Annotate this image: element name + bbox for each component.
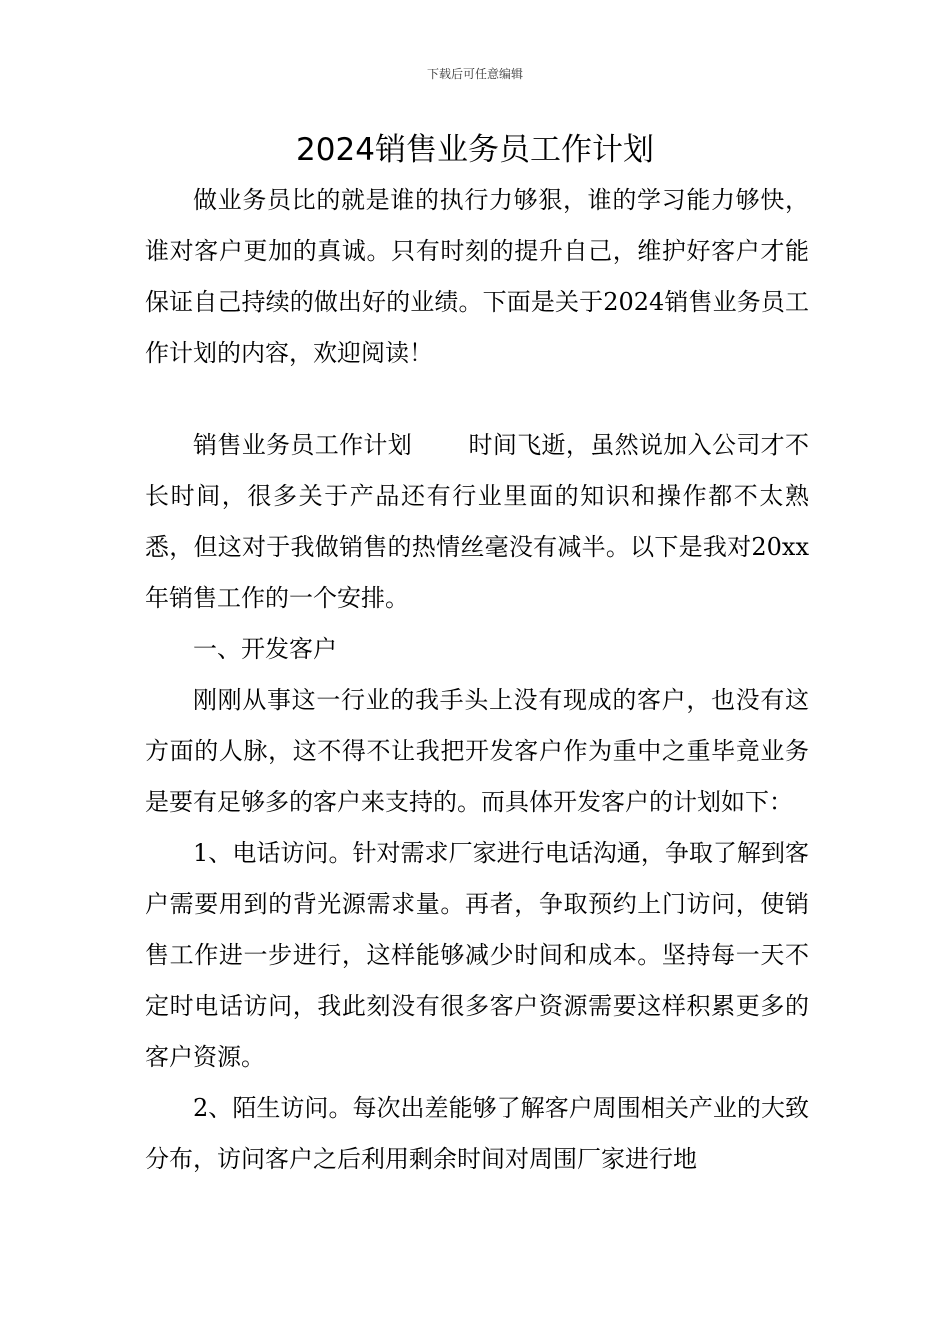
section-heading: 销售业务员工作计划: [193, 431, 413, 459]
intro-paragraph: 做业务员比的就是谁的执行力够狠，谁的学习能力够快，谁对客户更加的真诚。只有时刻的提升自己，维护好客户才能保证自己持续的做出好的业绩。下面是关于2024销售业务员工作计划的内容，欢迎阅读！: [145, 186, 809, 367]
opening-paragraph: [145, 420, 809, 624]
document-title: 2024销售业务员工作计划: [296, 132, 654, 168]
header-note: 下载后可任意编辑: [426, 67, 523, 81]
part1-paragraph: 刚刚从事这一行业的我手头上没有现成的客户，也没有这方面的人脉，这不得不让我把开发客户作为重中之重毕竟业务是要有足够多的客户来支持的。而具体开发客户的计划如下：: [145, 686, 809, 816]
part1-heading: 一、开发客户: [193, 635, 337, 663]
opening-text: 时间飞逝，虽然说加入公司才不长时间，很多关于产品还有行业里面的知识和操作都不太熟悉，但这对于我做销售的热情丝毫没有减半。以下是我对20xx年销售工作的一个安排。: [145, 431, 810, 612]
main-section: [145, 420, 809, 1185]
item2-paragraph: 2、陌生访问。每次出差能够了解客户周围相关产业的大致分布，访问客户之后利用剩余时间对周围厂家进行地: [145, 1094, 809, 1173]
intro-section: [145, 175, 809, 379]
item1-paragraph: 1、电话访问。针对需求厂家进行电话沟通，争取了解到客户需要用到的背光源需求量。再者，争取预约上门访问，使销售工作进一步进行，这样能够减少时间和成本。坚持每一天不定时电话访问，我此刻没有很多客户资源需要这样积累更多的客户资源。: [145, 839, 809, 1071]
